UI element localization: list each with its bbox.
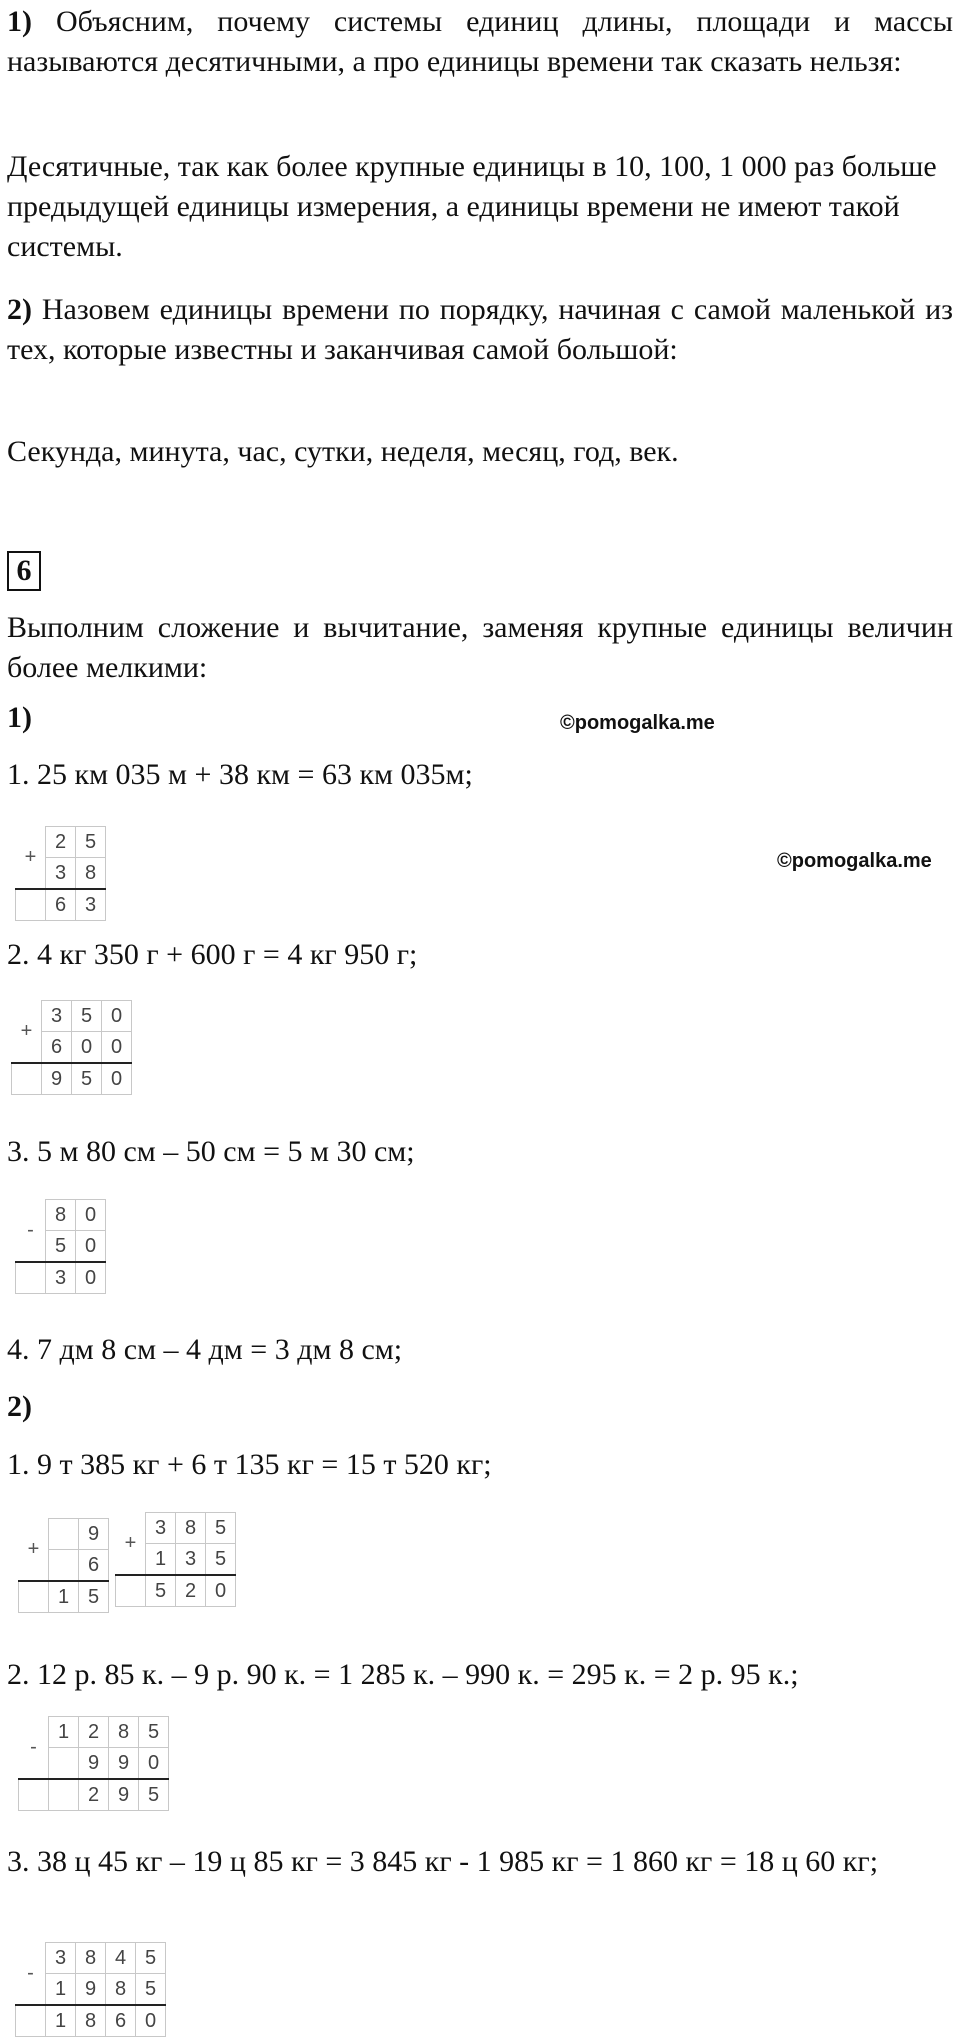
calc-table-2-1b [115,1512,236,1607]
calc-digit-cell: 0 [72,1032,102,1064]
calc-operator: - [16,1200,46,1263]
paragraph-3 [7,290,953,370]
calc-digit-cell [49,1550,79,1582]
calc-operator-spacer [12,1063,42,1095]
task-number-box: 6 [7,551,41,591]
calc-digit-cell: 0 [102,1001,132,1032]
calc-operand-row [19,1717,169,1748]
calc-result-row [16,889,106,921]
calc-digit-cell: 8 [109,1717,139,1748]
calc-operator: + [12,1001,42,1064]
calc-operator-spacer [16,2005,46,2037]
calc-digit-cell: 9 [42,1063,72,1095]
calc-digit-cell: 0 [76,1231,106,1263]
calc-result-row [12,1063,132,1095]
calc-digit-cell: 0 [102,1063,132,1095]
calc-digit-cell: 1 [146,1544,176,1576]
calc-operator: - [16,1943,46,2006]
calc-digit-cell: 9 [109,1748,139,1780]
calc-digit-cell: 5 [136,1943,166,1974]
calc-digit-cell: 9 [109,1779,139,1811]
calc-digit-cell: 5 [136,1974,166,2006]
calc-table-1-2 [11,1000,132,1095]
calc-operand-row [12,1001,132,1032]
calc-operator-spacer [116,1575,146,1607]
calc-digit-cell: 8 [76,858,106,890]
calc-digit-cell: 3 [146,1513,176,1544]
calc-digit-cell: 2 [176,1575,206,1607]
calc-digit-cell: 5 [46,1231,76,1263]
calc-digit-cell: 5 [76,827,106,858]
calc-digit-cell: 1 [46,2005,76,2037]
calc-digit-cell: 0 [139,1748,169,1780]
calc-digit-cell: 8 [76,2005,106,2037]
calc-digit-cell: 8 [176,1513,206,1544]
calc-digit-cell: 6 [79,1550,109,1582]
calc-digit-cell: 6 [42,1032,72,1064]
calc-digit-cell: 3 [46,858,76,890]
calc-digit-cell: 1 [46,1974,76,2006]
calc-digit-cell: 6 [46,889,76,921]
calc-operator-spacer [16,889,46,921]
calc-result-row [19,1581,109,1613]
calc-digit-cell: 9 [76,1974,106,2006]
part-1-item-2: 2. 4 кг 350 г + 600 г = 4 кг 950 г; [7,938,418,971]
paragraph-1-label: 1) [7,5,32,38]
calc-operand-row [19,1519,109,1550]
part-2-item-1: 1. 9 т 385 кг + 6 т 135 кг = 15 т 520 кг; [7,1448,492,1481]
calc-digit-cell: 1 [49,1581,79,1613]
paragraph-3-text: Назовем единицы времени по порядку, начиная с самой маленькой из тех, которые известны и заканчивая самой большой: [7,293,953,366]
calc-digit-cell: 8 [46,1200,76,1231]
calc-operand-row [16,1200,106,1231]
calc-operand-row [16,827,106,858]
part-2-item-2: 2. 12 р. 85 к. – 9 р. 90 к. = 1 285 к. – 990 к. = 295 к. = 2 р. 95 к.; [7,1658,799,1691]
calc-digit-cell: 5 [72,1063,102,1095]
calc-digit-cell: 5 [72,1001,102,1032]
calc-digit-cell: 5 [206,1544,236,1576]
calc-digit-cell: 0 [136,2005,166,2037]
calc-digit-cell: 5 [206,1513,236,1544]
calc-operator-spacer [19,1779,49,1811]
calc-table-2-3 [15,1942,166,2037]
paragraph-1 [7,2,953,82]
calc-digit-cell: 3 [46,1262,76,1294]
calc-table-2-1a [18,1518,109,1613]
calc-operand-row [116,1513,236,1544]
calc-digit-cell: 8 [76,1943,106,1974]
calc-operator: - [19,1717,49,1780]
calc-table-2-2 [18,1716,169,1811]
calc-digit-cell [49,1519,79,1550]
calc-result-row [16,2005,166,2037]
part-2-label: 2) [7,1390,32,1423]
task-intro: Выполним сложение и вычитание, заменяя крупные единицы величин более мелкими: [7,611,953,684]
watermark: ©pomogalka.me [777,850,932,872]
part-1-label: 1) [7,701,32,734]
calc-digit-cell: 5 [139,1779,169,1811]
calc-operator-spacer [19,1581,49,1613]
watermark: ©pomogalka.me [560,712,715,734]
calc-digit-cell: 3 [76,889,106,921]
calc-digit-cell: 9 [79,1519,109,1550]
calc-digit-cell: 0 [102,1032,132,1064]
calc-operator: + [19,1519,49,1582]
calc-operand-row [16,1943,166,1974]
calc-digit-cell: 1 [49,1717,79,1748]
calc-digit-cell: 5 [139,1717,169,1748]
calc-digit-cell: 3 [176,1544,206,1576]
calc-digit-cell [49,1779,79,1811]
calc-digit-cell: 9 [79,1748,109,1780]
calc-digit-cell [49,1748,79,1780]
paragraph-2: Десятичные, так как более крупные единицы в 10, 100, 1 000 раз больше предыдущей единицы измерения, а единицы времени не имеют такой системы. [7,150,937,263]
calc-digit-cell: 8 [106,1974,136,2006]
calc-table-1-1 [15,826,106,921]
calc-digit-cell: 2 [46,827,76,858]
calc-digit-cell: 4 [106,1943,136,1974]
part-1-item-3: 3. 5 м 80 см – 50 см = 5 м 30 см; [7,1135,415,1168]
part-1-item-4: 4. 7 дм 8 см – 4 дм = 3 дм 8 см; [7,1333,403,1366]
calc-digit-cell: 5 [79,1581,109,1613]
calc-digit-cell: 0 [76,1262,106,1294]
calc-result-row [16,1262,106,1294]
paragraph-3-label: 2) [7,293,32,326]
paragraph-1-text: Объясним, почему системы единиц длины, площади и массы называются десятичными, а про единицы времени так сказать нельзя: [7,5,953,78]
paragraph-4: Секунда, минута, час, сутки, неделя, месяц, год, век. [7,435,679,468]
calc-digit-cell: 2 [79,1717,109,1748]
part-2-item-3: 3. 38 ц 45 кг – 19 ц 85 кг = 3 845 кг - 1 985 кг = 1 860 кг = 18 ц 60 кг; [7,1845,879,1878]
calc-digit-cell: 3 [42,1001,72,1032]
calc-digit-cell: 2 [79,1779,109,1811]
calc-digit-cell: 6 [106,2005,136,2037]
calc-operator-spacer [16,1262,46,1294]
calc-digit-cell: 5 [146,1575,176,1607]
calc-digit-cell: 3 [46,1943,76,1974]
calc-operator: + [16,827,46,890]
calc-table-1-3 [15,1199,106,1294]
calc-digit-cell: 0 [76,1200,106,1231]
part-1-item-1: 1. 25 км 035 м + 38 км = 63 км 035м; [7,758,473,791]
calc-result-row [116,1575,236,1607]
calc-result-row [19,1779,169,1811]
calc-operator: + [116,1513,146,1576]
calc-digit-cell: 0 [206,1575,236,1607]
